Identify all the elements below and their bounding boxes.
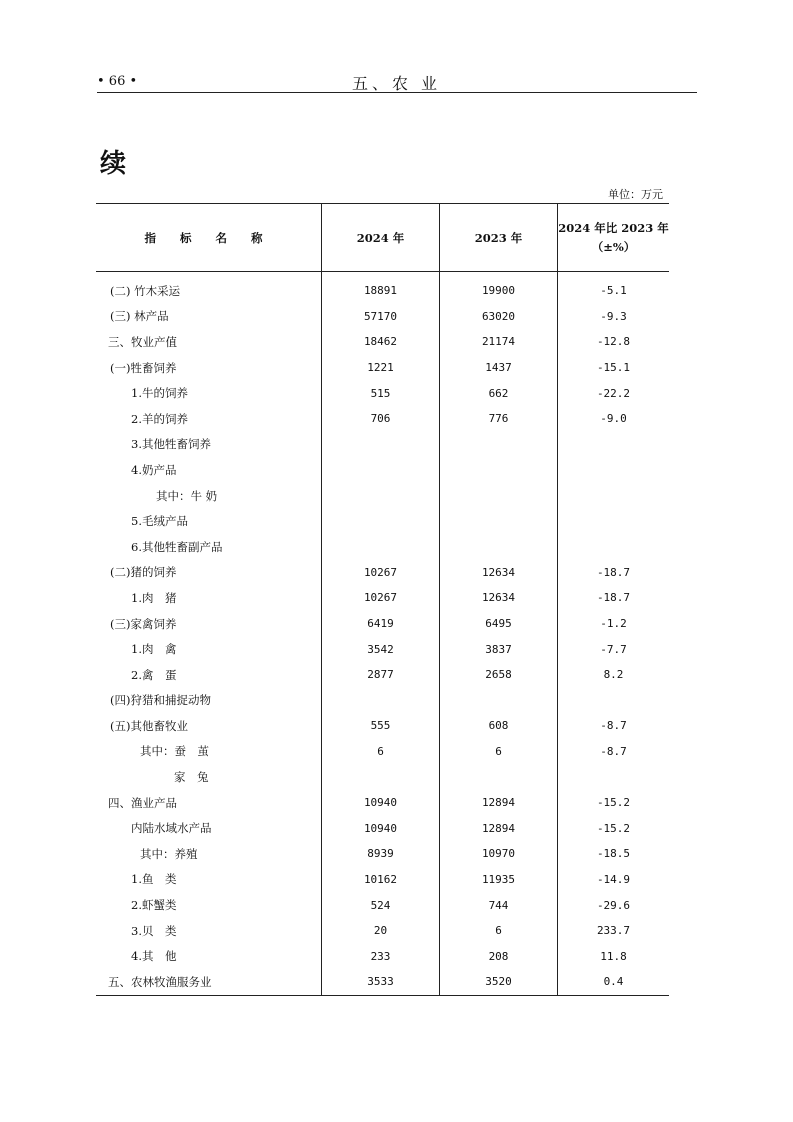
table-row (96, 483, 669, 509)
row-value-2023: 3520 (440, 969, 558, 995)
row-value-2024 (322, 688, 440, 714)
row-change: -14.9 (558, 867, 670, 893)
continuation-label: 续 (100, 149, 127, 179)
row-name: 其中：牛 奶 (156, 488, 218, 503)
table-row (96, 662, 669, 688)
row-name: (五)其他畜牧业 (110, 718, 188, 733)
row-change (558, 534, 670, 560)
row-value-2024: 6419 (322, 611, 440, 637)
row-change (558, 483, 670, 509)
row-name: 4.其 他 (131, 949, 177, 964)
table-body (96, 272, 669, 996)
table-row (96, 508, 669, 534)
row-value-2023: 608 (440, 713, 558, 739)
row-value-2023: 2658 (440, 662, 558, 688)
table-row (96, 406, 669, 432)
row-value-2023: 662 (440, 380, 558, 406)
header-change-line2: （±%） (591, 239, 636, 254)
row-name: 其中：养殖 (140, 846, 198, 861)
row-value-2024: 515 (322, 380, 440, 406)
row-value-2024 (322, 483, 440, 509)
agriculture-output-table (96, 203, 669, 996)
table-row (96, 611, 669, 637)
row-value-2023: 6 (440, 918, 558, 944)
row-name: (三) 林产品 (110, 309, 169, 324)
row-change: -1.2 (558, 611, 670, 637)
unit-label: 单位：万元 (608, 188, 663, 201)
row-change: -18.5 (558, 841, 670, 867)
row-change: -18.7 (558, 585, 670, 611)
row-name: 1.肉 猪 (131, 590, 177, 605)
row-change: -29.6 (558, 892, 670, 918)
row-name: 6.其他牲畜副产品 (131, 539, 223, 554)
header-rule (97, 92, 697, 93)
row-value-2023 (440, 457, 558, 483)
row-value-2023: 12894 (440, 790, 558, 816)
table-row (96, 688, 669, 714)
row-value-2023 (440, 534, 558, 560)
row-value-2023: 21174 (440, 329, 558, 355)
table-row (96, 943, 669, 969)
row-value-2024: 2877 (322, 662, 440, 688)
row-value-2023: 3837 (440, 636, 558, 662)
row-change (558, 508, 670, 534)
row-change (558, 764, 670, 790)
row-name: 3.贝 类 (131, 923, 177, 938)
table-row (96, 636, 669, 662)
row-value-2023: 11935 (440, 867, 558, 893)
row-name: 四、渔业产品 (108, 795, 177, 810)
table-row (96, 969, 669, 995)
table-row (96, 790, 669, 816)
row-change: -8.7 (558, 739, 670, 765)
header-2023: 2023 年 (440, 204, 558, 272)
row-name: 2.羊的饲养 (131, 411, 188, 426)
table-row (96, 355, 669, 381)
row-change: -7.7 (558, 636, 670, 662)
row-change: -15.1 (558, 355, 670, 381)
row-value-2024 (322, 432, 440, 458)
row-name: 2.禽 蛋 (131, 667, 177, 682)
table-row (96, 841, 669, 867)
row-change: 233.7 (558, 918, 670, 944)
row-value-2024: 57170 (322, 304, 440, 330)
table-row (96, 304, 669, 330)
table-row (96, 713, 669, 739)
row-name: 内陆水域水产品 (131, 821, 212, 836)
page-number: • 66 • (97, 74, 138, 89)
row-change: -12.8 (558, 329, 670, 355)
table-row (96, 272, 669, 304)
row-name: 家 兔 (174, 770, 209, 785)
row-value-2023: 19900 (440, 272, 558, 304)
row-change: -18.7 (558, 560, 670, 586)
table-row (96, 764, 669, 790)
row-name: (二)猪的饲养 (110, 565, 177, 580)
header-change (558, 204, 670, 272)
row-value-2024: 6 (322, 739, 440, 765)
row-value-2023: 6495 (440, 611, 558, 637)
row-value-2024: 10940 (322, 790, 440, 816)
row-name: 1.牛的饲养 (131, 386, 188, 401)
row-value-2024: 18891 (322, 272, 440, 304)
row-name: 5.毛绒产品 (131, 514, 188, 529)
row-value-2023 (440, 432, 558, 458)
row-value-2024: 524 (322, 892, 440, 918)
row-change: 0.4 (558, 969, 670, 995)
row-value-2023: 12634 (440, 585, 558, 611)
row-value-2023: 1437 (440, 355, 558, 381)
row-value-2024: 1221 (322, 355, 440, 381)
row-value-2024 (322, 508, 440, 534)
table-row (96, 560, 669, 586)
row-value-2024: 10940 (322, 815, 440, 841)
row-value-2024: 706 (322, 406, 440, 432)
row-name: (二) 竹木采运 (110, 283, 181, 298)
table-row (96, 380, 669, 406)
row-name: (四)狩猎和捕捉动物 (110, 693, 211, 708)
table-row (96, 892, 669, 918)
row-value-2023 (440, 764, 558, 790)
row-value-2024 (322, 534, 440, 560)
row-name: 其中：蚕 茧 (140, 744, 209, 759)
row-value-2023 (440, 688, 558, 714)
row-name: 4.奶产品 (131, 462, 177, 477)
header-2024: 2024 年 (322, 204, 440, 272)
row-name: 1.鱼 类 (131, 872, 177, 887)
row-change: 8.2 (558, 662, 670, 688)
row-value-2023: 12894 (440, 815, 558, 841)
row-name: 1.肉 禽 (131, 642, 177, 657)
row-change: -9.3 (558, 304, 670, 330)
row-change (558, 457, 670, 483)
table-row (96, 585, 669, 611)
chapter-title: 五、农 业 (351, 74, 442, 93)
row-value-2024: 8939 (322, 841, 440, 867)
row-value-2023: 776 (440, 406, 558, 432)
row-value-2024: 20 (322, 918, 440, 944)
row-name: 2.虾蟹类 (131, 898, 177, 913)
row-value-2024: 10267 (322, 560, 440, 586)
table-row (96, 534, 669, 560)
row-value-2023: 12634 (440, 560, 558, 586)
row-value-2023 (440, 508, 558, 534)
row-value-2023: 208 (440, 943, 558, 969)
row-value-2024: 3533 (322, 969, 440, 995)
table-row (96, 457, 669, 483)
row-value-2024: 555 (322, 713, 440, 739)
row-value-2024: 10162 (322, 867, 440, 893)
table-row (96, 815, 669, 841)
row-value-2023: 6 (440, 739, 558, 765)
row-change: -5.1 (558, 272, 670, 304)
row-value-2024 (322, 457, 440, 483)
row-value-2023: 10970 (440, 841, 558, 867)
row-value-2024: 233 (322, 943, 440, 969)
row-value-2023 (440, 483, 558, 509)
row-name: 五、农林牧渔服务业 (96, 969, 322, 995)
table-row (96, 918, 669, 944)
row-value-2024 (322, 764, 440, 790)
row-value-2023: 63020 (440, 304, 558, 330)
row-change: -15.2 (558, 815, 670, 841)
row-change: -15.2 (558, 790, 670, 816)
table-row (96, 739, 669, 765)
table-row (96, 867, 669, 893)
table-header-row (96, 204, 669, 272)
row-value-2023: 744 (440, 892, 558, 918)
row-value-2024: 3542 (322, 636, 440, 662)
row-change (558, 432, 670, 458)
row-name: 三、牧业产值 (108, 334, 177, 349)
row-name: (三)家禽饲养 (110, 616, 177, 631)
table-row (96, 432, 669, 458)
row-value-2024: 10267 (322, 585, 440, 611)
header-indicator-name: 指 标 名 称 (96, 204, 322, 272)
row-name: (一)牲畜饲养 (110, 360, 177, 375)
header-change-line1: 2024 年比 2023 年 (558, 220, 669, 235)
row-change: 11.8 (558, 943, 670, 969)
row-name: 3.其他牲畜饲养 (131, 437, 211, 452)
table-row (96, 329, 669, 355)
row-change (558, 688, 670, 714)
row-change: -22.2 (558, 380, 670, 406)
row-change: -8.7 (558, 713, 670, 739)
row-change: -9.0 (558, 406, 670, 432)
row-value-2024: 18462 (322, 329, 440, 355)
